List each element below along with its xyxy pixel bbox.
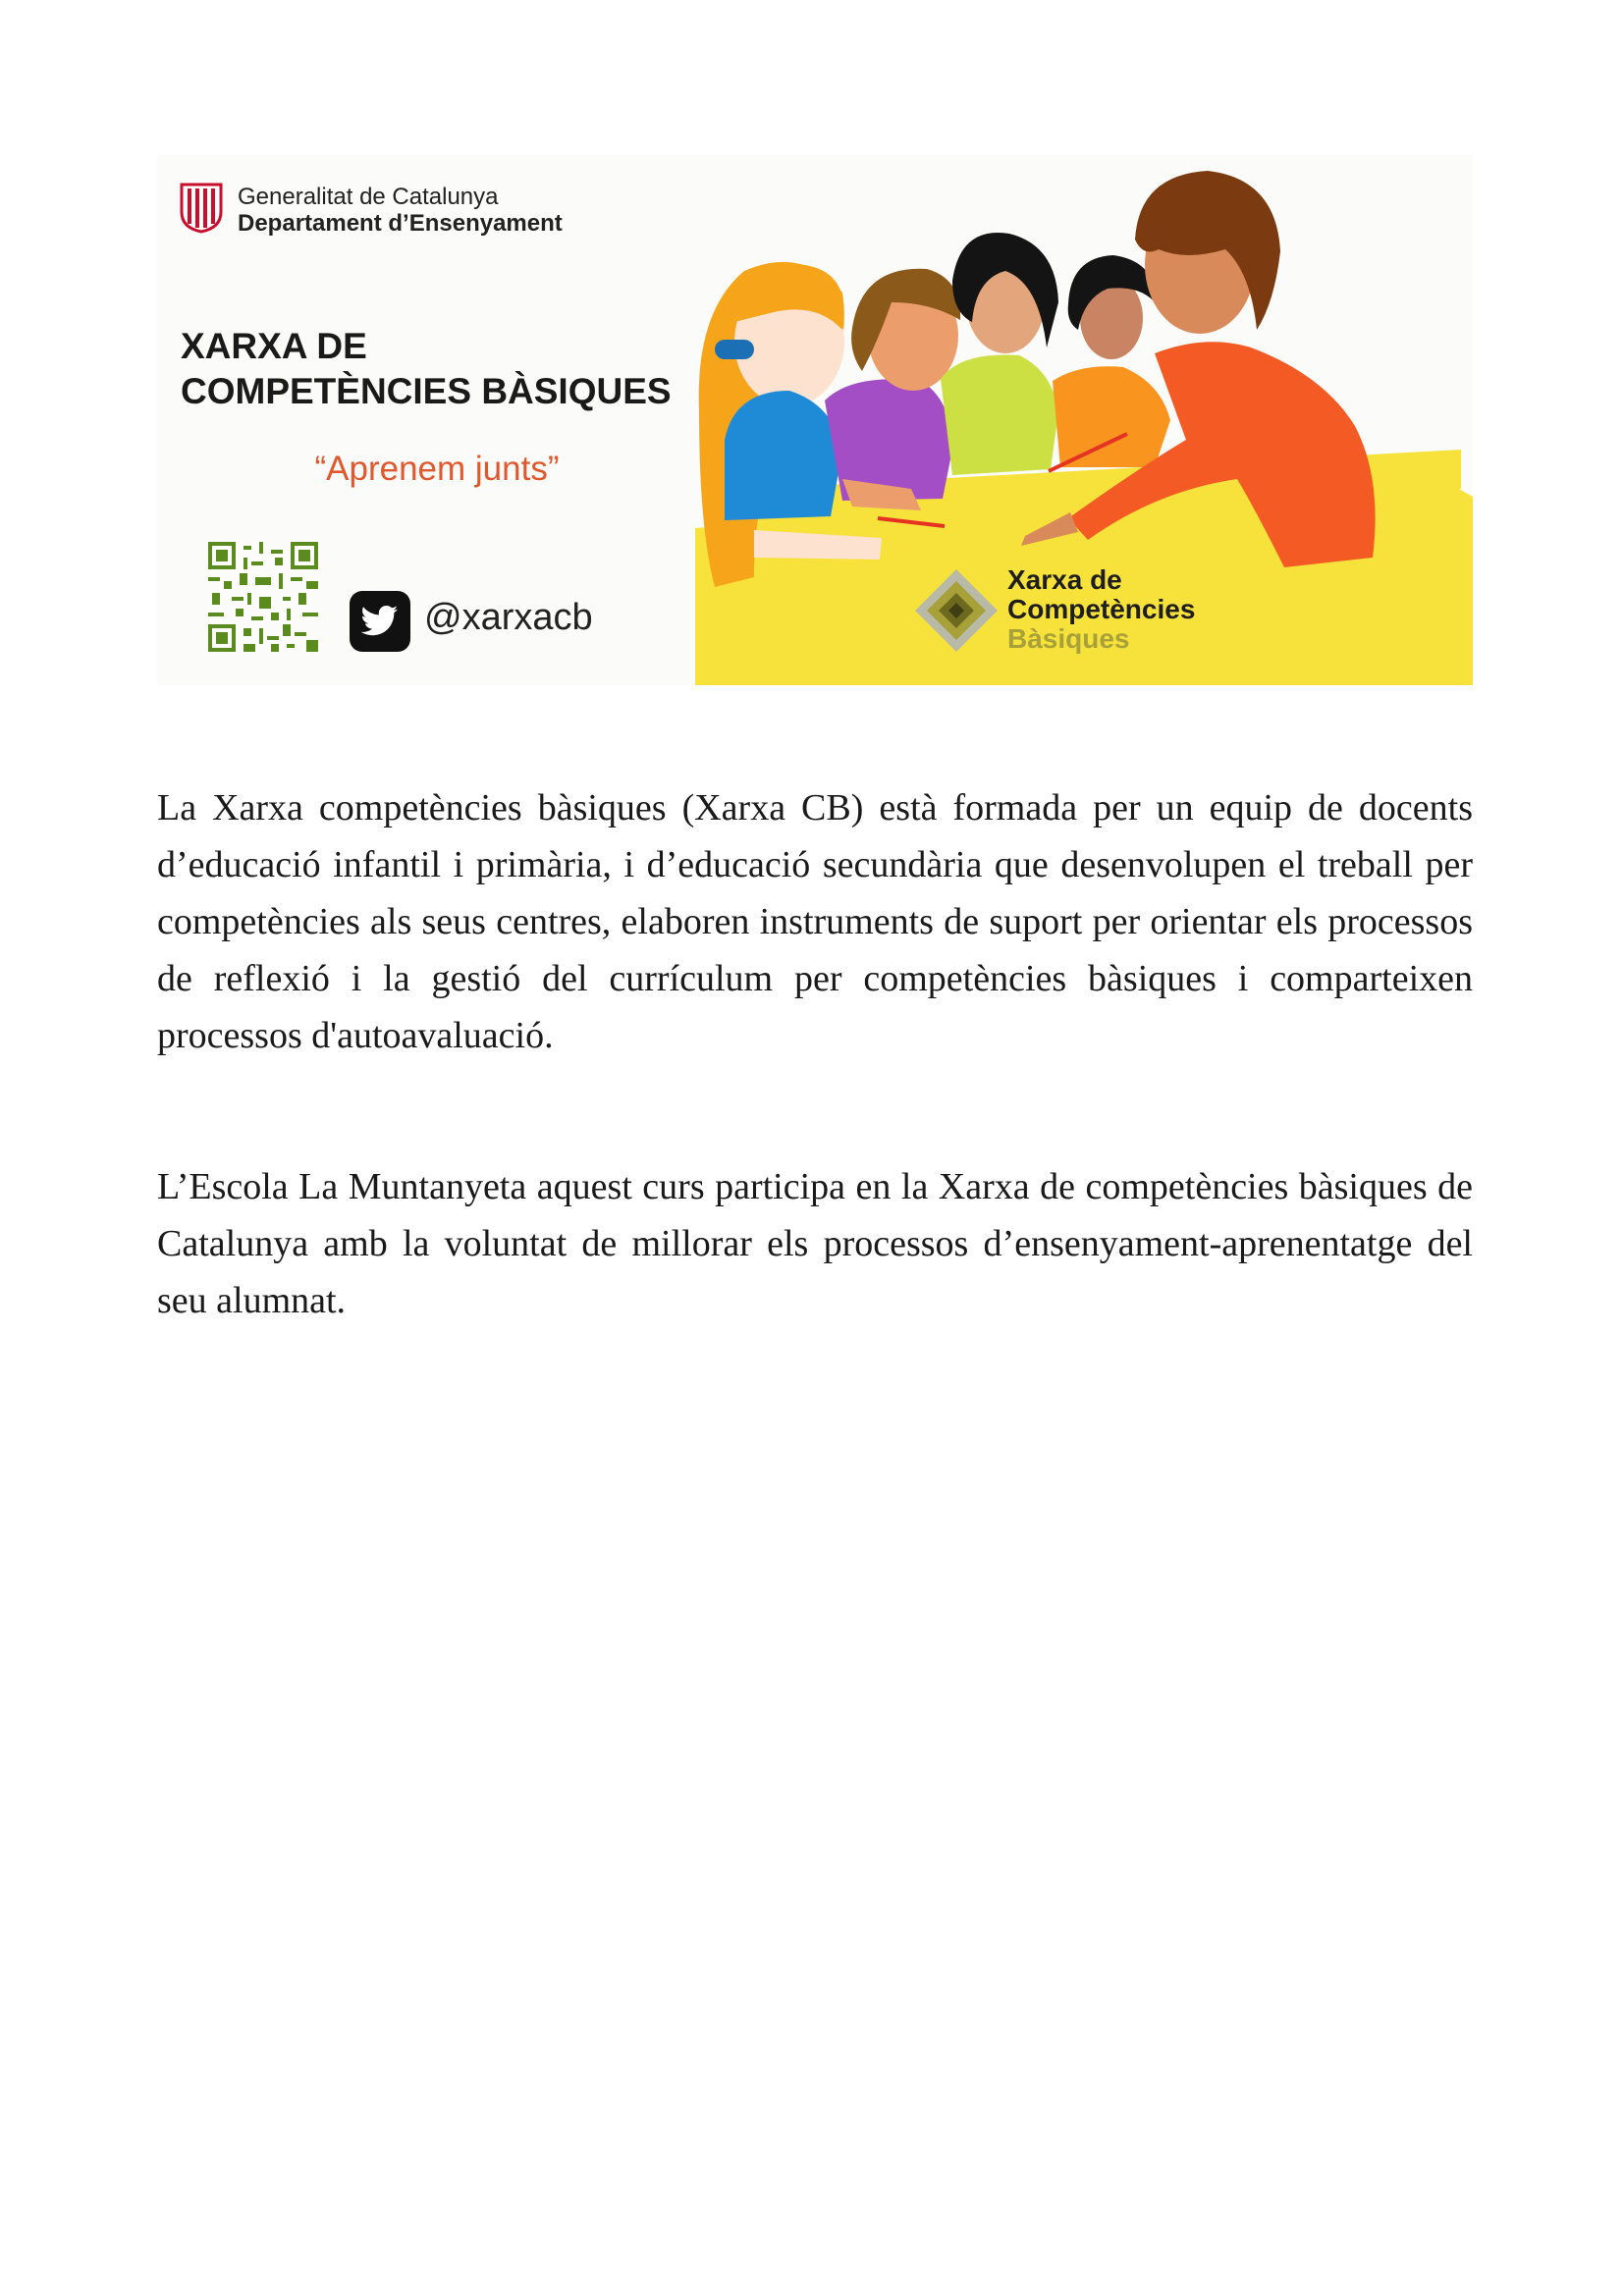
paragraph-school: L’Escola La Muntanyeta aquest curs participa en la Xarxa de competències bàsiques de Catalunya amb la voluntat de millorar els processos d’ensenyament-aprenentatge del seu alumnat. bbox=[157, 1166, 1473, 1321]
gencat-department: Departament d’Ensenyament bbox=[238, 210, 563, 237]
gencat-emblem-icon bbox=[179, 183, 224, 234]
banner-title bbox=[181, 324, 672, 414]
xcb-logo-line-3: Bàsiques bbox=[1007, 623, 1130, 654]
twitter-handle: @xarxacb bbox=[424, 597, 593, 638]
gencat-name: Generalitat de Catalunya bbox=[238, 184, 499, 210]
xcb-logo-line-1: Xarxa de bbox=[1007, 564, 1122, 595]
banner-title-line-2: COMPETÈNCIES BÀSIQUES bbox=[181, 371, 672, 411]
header-banner bbox=[157, 155, 1473, 685]
banner-motto: “Aprenem junts” bbox=[314, 450, 560, 488]
xarxa-cb-diamond-icon bbox=[913, 567, 1000, 654]
paragraph-intro: La Xarxa competències bàsiques (Xarxa CB) està formada per un equip de docents d’educació infantil i primària, i d’educació secundària que desenvolupen el treball per competències als seus centres, elaboren instruments de suport per orientar els processos de reflexió i la gestió del currículum per competències bàsiques i comparteixen processos d'autoavaluació. bbox=[157, 787, 1473, 1056]
gencat-text bbox=[238, 184, 563, 237]
xarxa-cb-logo-text bbox=[1007, 565, 1195, 654]
banner-title-line-1: XARXA DE bbox=[181, 326, 367, 366]
qr-code-icon bbox=[208, 542, 318, 652]
xcb-logo-line-2: Competències bbox=[1007, 594, 1196, 624]
twitter-bird-icon bbox=[350, 591, 410, 652]
